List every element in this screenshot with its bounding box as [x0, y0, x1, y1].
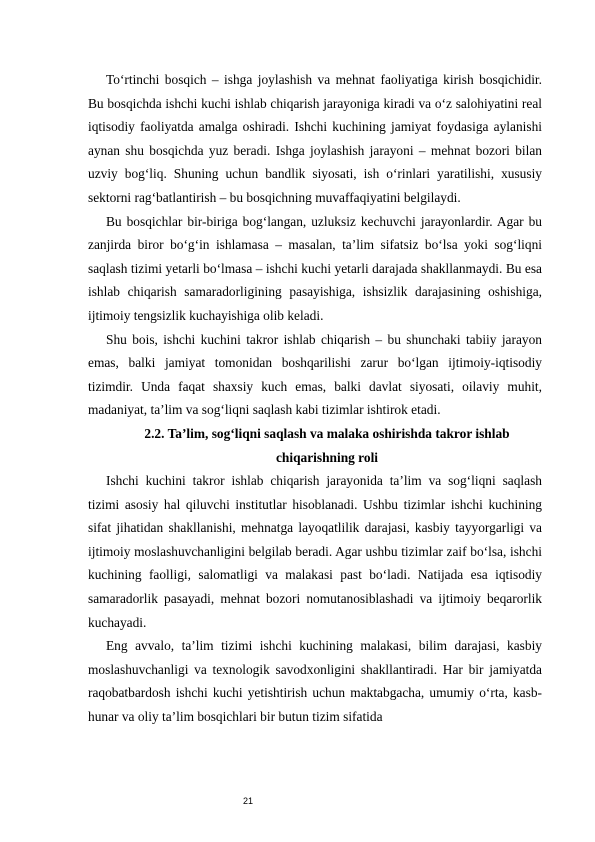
page-number: 21	[242, 796, 253, 806]
section-heading: 2.2. Ta’lim, sog‘liqni saqlash va malaka oshirishda takror ishlab chiqarishning roli	[144, 425, 510, 465]
paragraph-3: Shu bois, ishchi kuchini takror ishlab chiqarish – bu shunchaki tabiiy jarayon emas, balki jamiyat tomonidan boshqarilishi zarur bo‘lgan ijtimoiy-iqtisodiy tizimdir. Unda faqat shaxsiy kuch emas, balki davlat siyosati, oilaviy muhit, madaniyat, ta’lim va sog‘liqni saqlash kabi tizimlar ishtirok etadi.	[88, 331, 542, 418]
paragraph-1: To‘rtinchi bosqich – ishga joylashish va mehnat faoliyatiga kirish bosqichidir. Bu bosqichda ishchi kuchi ishlab chiqarish jarayoniga kiradi va o‘z salohiyatini real iqtisodiy faoliyatda amalga oshiradi. Ishchi kuchining jamiyat foydasiga aylanishi aynan shu bosqichda yuz beradi. Ishga joylashish jarayoni – mehnat bozori bilan uzviy bog‘liq. Shuning uchun bandlik siyosati, ish o‘rinlari yaratilishi, xususiy sektorni rag‘batlantirish – bu bosqichning muvaffaqiyatini belgilaydi.	[88, 72, 542, 205]
paragraph-2: Bu bosqichlar bir-biriga bog‘langan, uzluksiz kechuvchi jarayonlardir. Agar bu zanjirda biror bo‘g‘in ishlamasa – masalan, ta’lim sifatsiz bo‘lsa yoki sog‘liqni saqlash tizimi yetarli bo‘lmasa – ishchi kuchi yetarli darajada shakllanmaydi. Bu esa ishlab chiqarish samaradorligining pasayishiga, ishsizlik darajasining oshishiga, ijtimoiy tengsizlik kuchayishiga olib keladi.	[88, 213, 542, 323]
paragraph-4: Ishchi kuchini takror ishlab chiqarish jarayonida ta’lim va sog‘liqni saqlash tizimi asosiy hal qiluvchi institutlar hisoblanadi. Ushbu tizimlar ishchi kuchining sifat jihatidan shakllanishi, mehnatga layoqatlilik darajasi, kasbiy tayyorgarligi va ijtimoiy moslashuvchanligini belgilab beradi. Agar ushbu tizimlar zaif bo‘lsa, ishchi kuchining faolligi, salomatligi va malakasi past bo‘ladi. Natijada esa iqtisodiy samaradorlik pasayadi, mehnat bozori nomutanosiblashadi va ijtimoiy beqarorlik kuchayadi.	[88, 473, 542, 630]
document-body	[88, 68, 542, 729]
paragraph-5: Eng avvalo, ta’lim tizimi ishchi kuchining malakasi, bilim darajasi, kasbiy moslashuvchanligi va texnologik savodxonligini shakllantiradi. Har bir jamiyatda raqobatbardosh ishchi kuchi yetishtirish uchun maktabgacha, umumiy o‘rta, kasb-hunar va oliy ta’lim bosqichlari bir butun tizim sifatida	[88, 638, 542, 725]
